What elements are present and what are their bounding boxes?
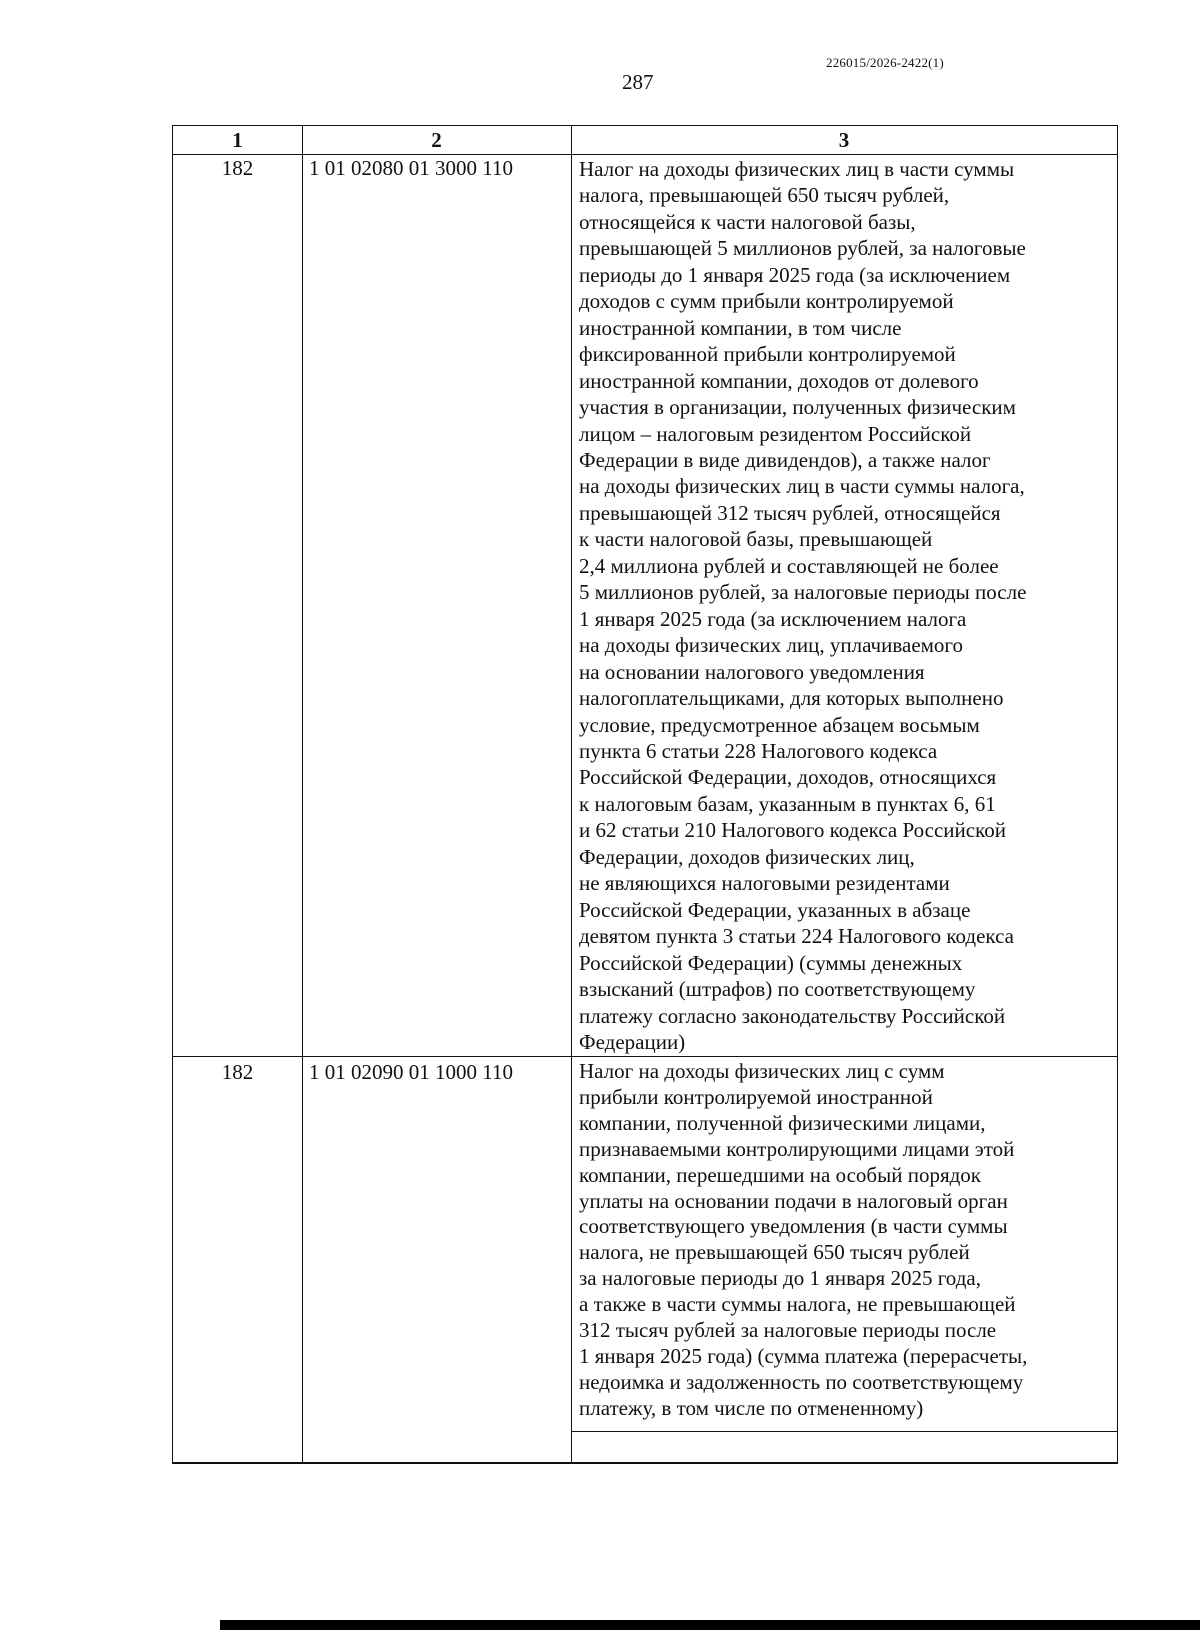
row-2-admin-code: 182 (221, 1060, 254, 1084)
header-col-2: 2 (431, 128, 442, 152)
row-1-description: Налог на доходы физических лиц в части суммы налога, превышающей 650 тысяч рублей, относящейся к части налоговой базы, превышающей 5 миллионов рублей, за налоговые периоды до 1 января 2025 года (за исключением доходов с сумм прибыли контролируемой иностранной компании, в том числе фиксированной прибыли контролируемой иностранной компании, доходов от долевого участия в организации, полученных физическим лицом – налоговым резидентом Российской Федерации в виде дивидендов), а также налог на доходы физических лиц в части суммы налога, превышающей 312 тысяч рублей, относящейся к части налоговой базы, превышающей 2,4 миллиона рублей и составляющей не более 5 миллионов рублей, за налоговые периоды после 1 января 2025 года (за исключением налога на доходы физических лиц, уплачиваемого на основании налогового уведомления налогоплательщиками, для которых выполнено условие, предусмотренное абзацем восьмым пункта 6 статьи 228 Налогового кодекса Российской Федерации, доходов, относящихся к налоговым базам, указанным в пунктах 6, 61 и 62 статьи 210 Налогового кодекса Российской Федерации, доходов физических лиц, не являющихся налоговыми резидентами Российской Федерации, указанных в абзаце девятом пункта 3 статьи 224 Налогового кодекса Российской Федерации) (суммы денежных взысканий (штрафов) по соответствующему платежу согласно законодательству Российской Федерации) (579, 157, 1027, 1054)
budget-classification-table (172, 125, 1118, 1464)
scan-edge-bar (220, 1620, 1200, 1630)
row-divider (173, 1056, 1117, 1057)
page-number: 287 (622, 70, 654, 94)
row-2-description: Налог на доходы физических лиц с сумм прибыли контролируемой иностранной компании, полученной физическими лицами, признаваемыми контролирующими лицами этой компании, перешедшими на особый порядок уплаты на основании подачи в налоговый орган соответствующего уведомления (в части суммы налога, не превышающей 650 тысяч рублей за налоговые периоды до 1 января 2025 года, а также в части суммы налога, не превышающей 312 тысяч рублей за налоговые периоды после 1 января 2025 года) (сумма платежа (перерасчеты, недоимка и задолженность по соответствующему платежу, в том числе по отмененному) (579, 1059, 1028, 1420)
header-col-1: 1 (232, 128, 243, 152)
column-divider-1 (302, 126, 303, 1462)
header-col-3: 3 (838, 128, 850, 152)
row-1-kbk-code: 1 01 02080 01 3000 110 (309, 156, 513, 180)
document-number: 226015/2026-2422(1) (826, 55, 944, 70)
column-divider-2 (571, 126, 572, 1462)
row-2-kbk-code: 1 01 02090 01 1000 110 (309, 1060, 513, 1084)
description-cell-bottom-line (571, 1431, 1117, 1432)
row-1-admin-code: 182 (221, 156, 254, 180)
